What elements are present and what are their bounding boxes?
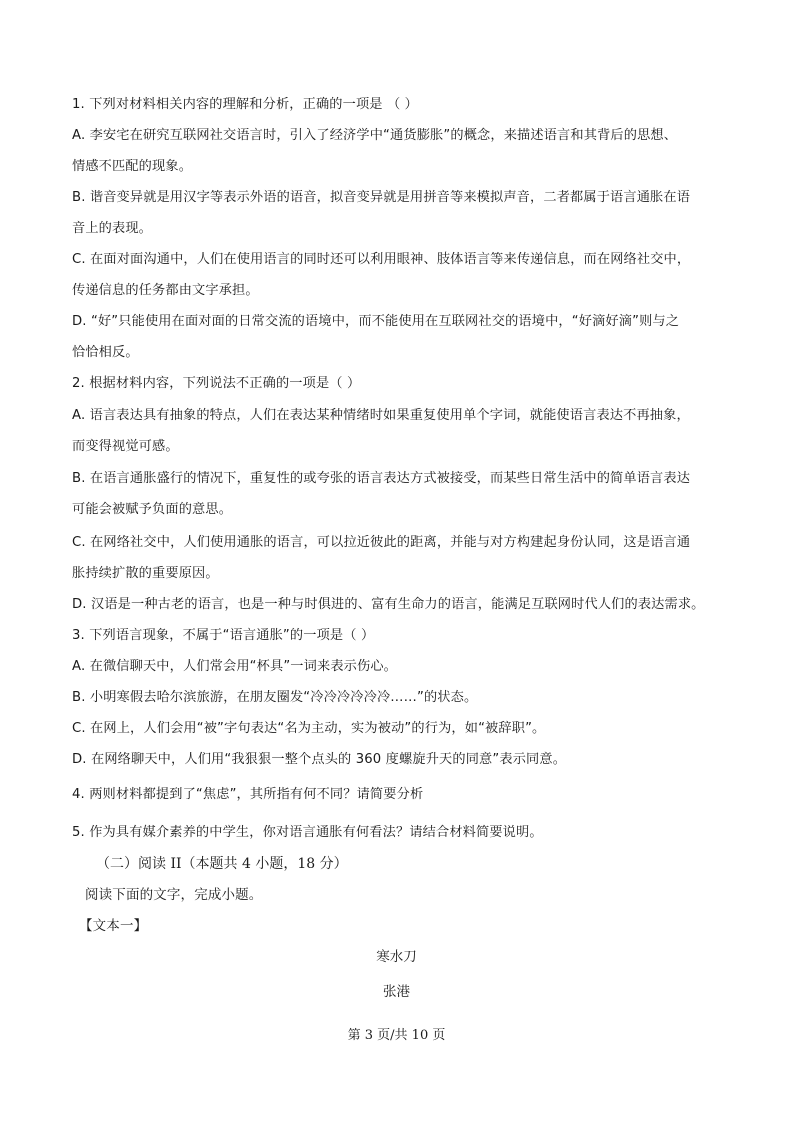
question-1-option-c: C. 在面对面沟通中，人们在使用语言的同时还可以利用眼神、肢体语言等来传递信息，而在网络社交中， bbox=[72, 252, 691, 267]
question-3-option-c: C. 在网上，人们会用“被”字句表达“名为主动，实为被动”的行为，如“被辞职”。 bbox=[72, 721, 546, 736]
section-instruction: 阅读下面的文字，完成小题。 bbox=[85, 887, 263, 903]
question-1-stem: 1. 下列对材料相关内容的理解和分析，正确的一项是 （ ） bbox=[72, 97, 419, 112]
question-1-option-d-cont: 恰恰相反。 bbox=[72, 345, 139, 360]
text-label: 【文本一】 bbox=[79, 918, 148, 934]
question-3-option-a: A. 在微信聊天中，人们常会用“杯具”一词来表示伤心。 bbox=[72, 659, 398, 674]
question-2-option-c-cont: 胀持续扩散的重要原因。 bbox=[72, 566, 219, 581]
question-1-option-a-cont: 情感不匹配的现象。 bbox=[72, 159, 193, 174]
question-2-option-a: A. 语言表达具有抽象的特点，人们在表达某种情绪时如果重复使用单个字词，就能使语言表达不再抽象， bbox=[72, 408, 690, 423]
question-2-option-a-cont: 而变得视觉可感。 bbox=[72, 439, 179, 454]
question-1-option-c-cont: 传递信息的任务都由文字承担。 bbox=[72, 283, 259, 298]
question-4-stem: 4. 两则材料都提到了“焦虑”，其所指有何不同？请简要分析 bbox=[72, 787, 424, 802]
page-footer: 第 3 页/共 10 页 bbox=[347, 1028, 446, 1043]
article-title: 寒水刀 bbox=[376, 949, 417, 965]
question-2-option-d: D. 汉语是一种古老的语言，也是一种与时俱进的、富有生命力的语言，能满足互联网时代人们的表达需求。 bbox=[72, 597, 705, 612]
question-1-option-b: B. 谐音变异就是用汉字等表示外语的语音，拟音变异就是用拼音等来模拟声音，二者都属于语言通胀在语 bbox=[72, 190, 691, 205]
question-2-stem: 2. 根据材料内容，下列说法不正确的一项是（ ） bbox=[72, 376, 361, 391]
article-author: 张港 bbox=[383, 984, 410, 1000]
question-2-option-c: C. 在网络社交中，人们使用通胀的语言，可以拉近彼此的距离，并能与对方构建起身份认同，这是语言通 bbox=[72, 535, 691, 550]
question-2-option-b: B. 在语言通胀盛行的情况下，重复性的或夸张的语言表达方式被接受，而某些日常生活中的简单语言表达 bbox=[72, 471, 691, 486]
question-3-option-b: B. 小明寒假去哈尔滨旅游，在朋友圈发“冷冷冷冷冷冷……”的状态。 bbox=[72, 690, 478, 705]
question-1-option-d: D. “好”只能使用在面对面的日常交流的语境中，而不能使用在互联网社交的语境中，“好滴好滴”则与之 bbox=[72, 314, 680, 329]
question-2-option-b-cont: 可能会被赋予负面的意思。 bbox=[72, 502, 233, 517]
question-1-option-b-cont: 音上的表现。 bbox=[72, 221, 153, 236]
question-3-option-d: D. 在网络聊天中，人们用“我狠狠一整个点头的 360 度螺旋升天的同意”表示同意。 bbox=[72, 752, 567, 767]
question-3-stem: 3. 下列语言现象，不属于“语言通胀”的一项是（ ） bbox=[72, 628, 375, 643]
question-1-option-a: A. 李安宅在研究互联网社交语言时，引入了经济学中“通货膨胀”的概念，来描述语言和其背后的思想、 bbox=[72, 128, 678, 143]
section-heading: （二）阅读 II（本题共 4 小题，18 分） bbox=[96, 856, 348, 872]
question-5-stem: 5. 作为具有媒介素养的中学生，你对语言通胀有何看法？请结合材料简要说明。 bbox=[72, 825, 543, 840]
